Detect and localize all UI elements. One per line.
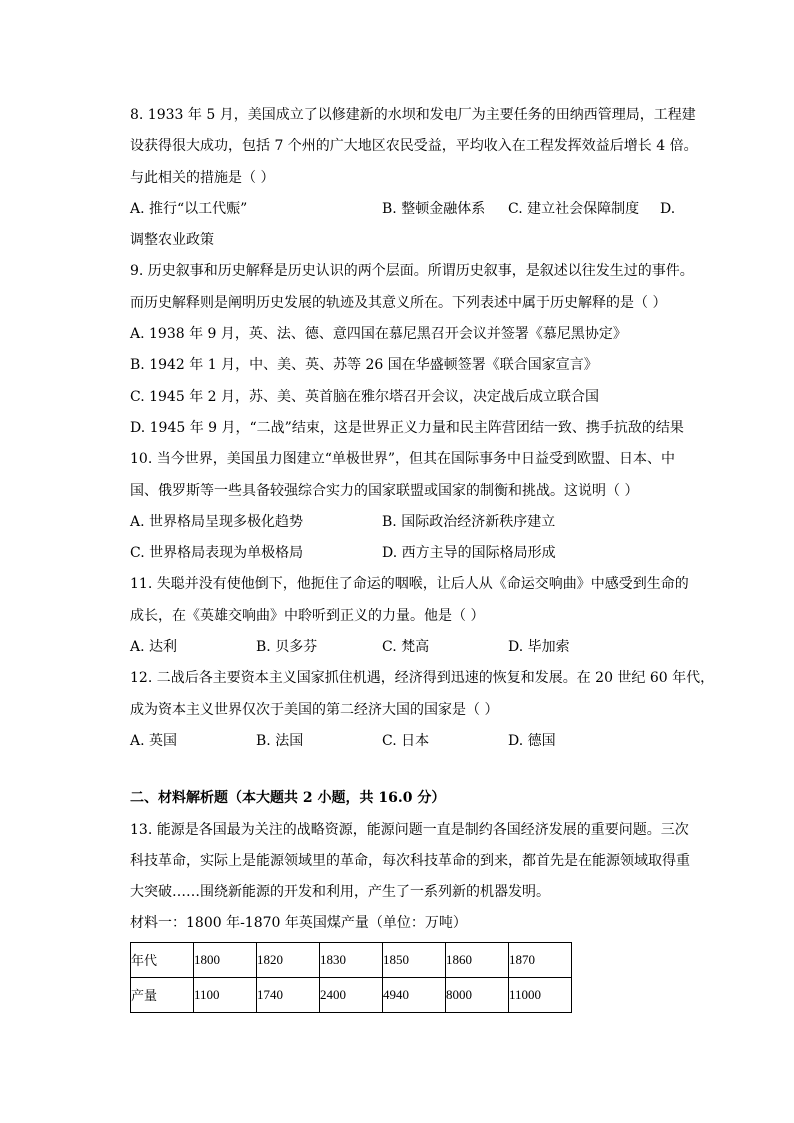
option-a: A. 1938 年 9 月，英、法、德、意四国在慕尼黑召开会议并签署《慕尼黑协定》 bbox=[130, 326, 627, 343]
question-11-options bbox=[130, 632, 695, 663]
question-10-line-2: 国、俄罗斯等一些具备较强综合实力的国家联盟或国家的制衡和挑战。这说明（ ） bbox=[130, 482, 639, 499]
option-a: A. 世界格局呈现多极化趋势 bbox=[130, 513, 304, 530]
question-8-line-3: 与此相关的措施是（ ） bbox=[130, 169, 275, 186]
option-a: A. 推行“以工代赈” bbox=[130, 200, 248, 217]
table-cell: 1800 bbox=[194, 942, 257, 977]
question-10-options-row-2 bbox=[130, 538, 695, 569]
option-b: B. 国际政治经济新秩序建立 bbox=[382, 513, 556, 530]
question-9-line-1: 9. 历史叙事和历史解释是历史认识的两个层面。所谓历史叙事，是叙述以往发生过的事件。 bbox=[130, 263, 694, 280]
question-11 bbox=[130, 569, 695, 663]
question-13-line-2: 科技革命，实际上是能源领域里的革命，每次科技革命的到来，都首先是在能源领域取得重 bbox=[130, 852, 690, 869]
option-b: B. 贝多芬 bbox=[256, 639, 318, 656]
option-b: B. 整顿金融体系 bbox=[382, 200, 486, 217]
question-8 bbox=[130, 100, 698, 256]
question-8-line-1: 8. 1933 年 5 月，美国成立了以修建新的水坝和发电厂为主要任务的田纳西管理局，工程建 bbox=[130, 107, 696, 123]
question-13-line-3: 大突破……围绕新能源的开发和利用，产生了一系列新的机器发明。 bbox=[130, 884, 550, 901]
option-a: A. 英国 bbox=[130, 732, 178, 749]
table-header-cell: 产量 bbox=[131, 977, 194, 1012]
option-d-text: 调整农业政策 bbox=[130, 232, 214, 249]
material-caption: 材料一：1800 年-1870 年英国煤产量（单位：万吨） bbox=[130, 915, 467, 932]
table-cell: 1740 bbox=[257, 977, 320, 1012]
option-c: C. 1945 年 2 月，苏、美、英首脑在雅尔塔召开会议，决定战后成立联合国 bbox=[130, 388, 599, 405]
option-b: B. 1942 年 1 月，中、美、英、苏等 26 国在华盛顿签署《联合国家宣言》 bbox=[130, 357, 598, 374]
table-row bbox=[131, 977, 572, 1012]
question-12 bbox=[130, 663, 715, 757]
section-gap bbox=[130, 757, 695, 783]
question-13 bbox=[130, 815, 695, 1013]
question-9-line-2: 而历史解释则是阐明历史发展的轨迹及其意义所在。下列表述中属于历史解释的是（ ） bbox=[130, 294, 667, 311]
table-cell: 11000 bbox=[509, 977, 572, 1012]
table-header-cell: 年代 bbox=[131, 942, 194, 977]
table-cell: 1850 bbox=[383, 942, 446, 977]
table-cell: 1860 bbox=[446, 942, 509, 977]
question-12-line-2: 成为资本主义世界仅次于美国的第二经济大国的国家是（ ） bbox=[130, 701, 499, 718]
option-d: D. 西方主导的国际格局形成 bbox=[382, 545, 556, 562]
option-c: C. 建立社会保障制度 bbox=[508, 200, 640, 217]
page-content bbox=[130, 100, 715, 1013]
option-d: D. 毕加索 bbox=[508, 639, 570, 656]
section-2 bbox=[130, 783, 695, 1012]
option-a: A. 达利 bbox=[130, 639, 178, 656]
table-cell: 2400 bbox=[320, 977, 383, 1012]
question-11-line-2: 成长，在《英雄交响曲》中聆听到正义的力量。他是（ ） bbox=[130, 607, 485, 624]
coal-output-table bbox=[130, 942, 572, 1013]
table-cell: 1870 bbox=[509, 942, 572, 977]
option-d: D. 1945 年 9 月，“二战”结束，这是世界正义力量和民主阵营团结一致、携手抗敌的结果 bbox=[130, 419, 684, 436]
table-cell: 1100 bbox=[194, 977, 257, 1012]
question-9 bbox=[130, 256, 695, 444]
table-cell: 8000 bbox=[446, 977, 509, 1012]
table-cell: 1820 bbox=[257, 942, 320, 977]
question-13-line-1: 13. 能源是各国最为关注的战略资源，能源问题一直是制约各国经济发展的重要问题。三次 bbox=[130, 821, 689, 838]
option-d: D. 德国 bbox=[508, 732, 556, 749]
section-2-title: 二、材料解析题（本大题共 2 小题，共 16.0 分） bbox=[130, 790, 446, 807]
question-10-options-row-1 bbox=[130, 507, 695, 538]
question-8-line-2: 设获得很大成功，包括 7 个州的广大地区农民受益，平均收入在工程发挥效益后增长 4 倍。 bbox=[130, 138, 698, 155]
question-8-options bbox=[130, 194, 695, 225]
option-c: C. 世界格局表现为单极格局 bbox=[130, 545, 304, 562]
question-10 bbox=[130, 444, 695, 569]
table-row bbox=[131, 942, 572, 977]
option-c: C. 梵高 bbox=[382, 639, 430, 656]
question-12-options bbox=[130, 726, 695, 757]
table-cell: 4940 bbox=[383, 977, 446, 1012]
option-b: B. 法国 bbox=[256, 732, 304, 749]
question-12-line-1: 12. 二战后各主要资本主义国家抓住机遇，经济得到迅速的恢复和发展。在 20 世纪 60 年代， bbox=[130, 670, 715, 687]
option-d: D. bbox=[660, 200, 676, 217]
question-11-line-1: 11. 失聪并没有使他倒下，他扼住了命运的咽喉，让后人从《命运交响曲》中感受到生命的 bbox=[130, 576, 689, 593]
question-10-line-1: 10. 当今世界，美国虽力图建立“单极世界”，但其在国际事务中日益受到欧盟、日本、中 bbox=[130, 451, 676, 468]
option-c: C. 日本 bbox=[382, 732, 430, 749]
table-cell: 1830 bbox=[320, 942, 383, 977]
